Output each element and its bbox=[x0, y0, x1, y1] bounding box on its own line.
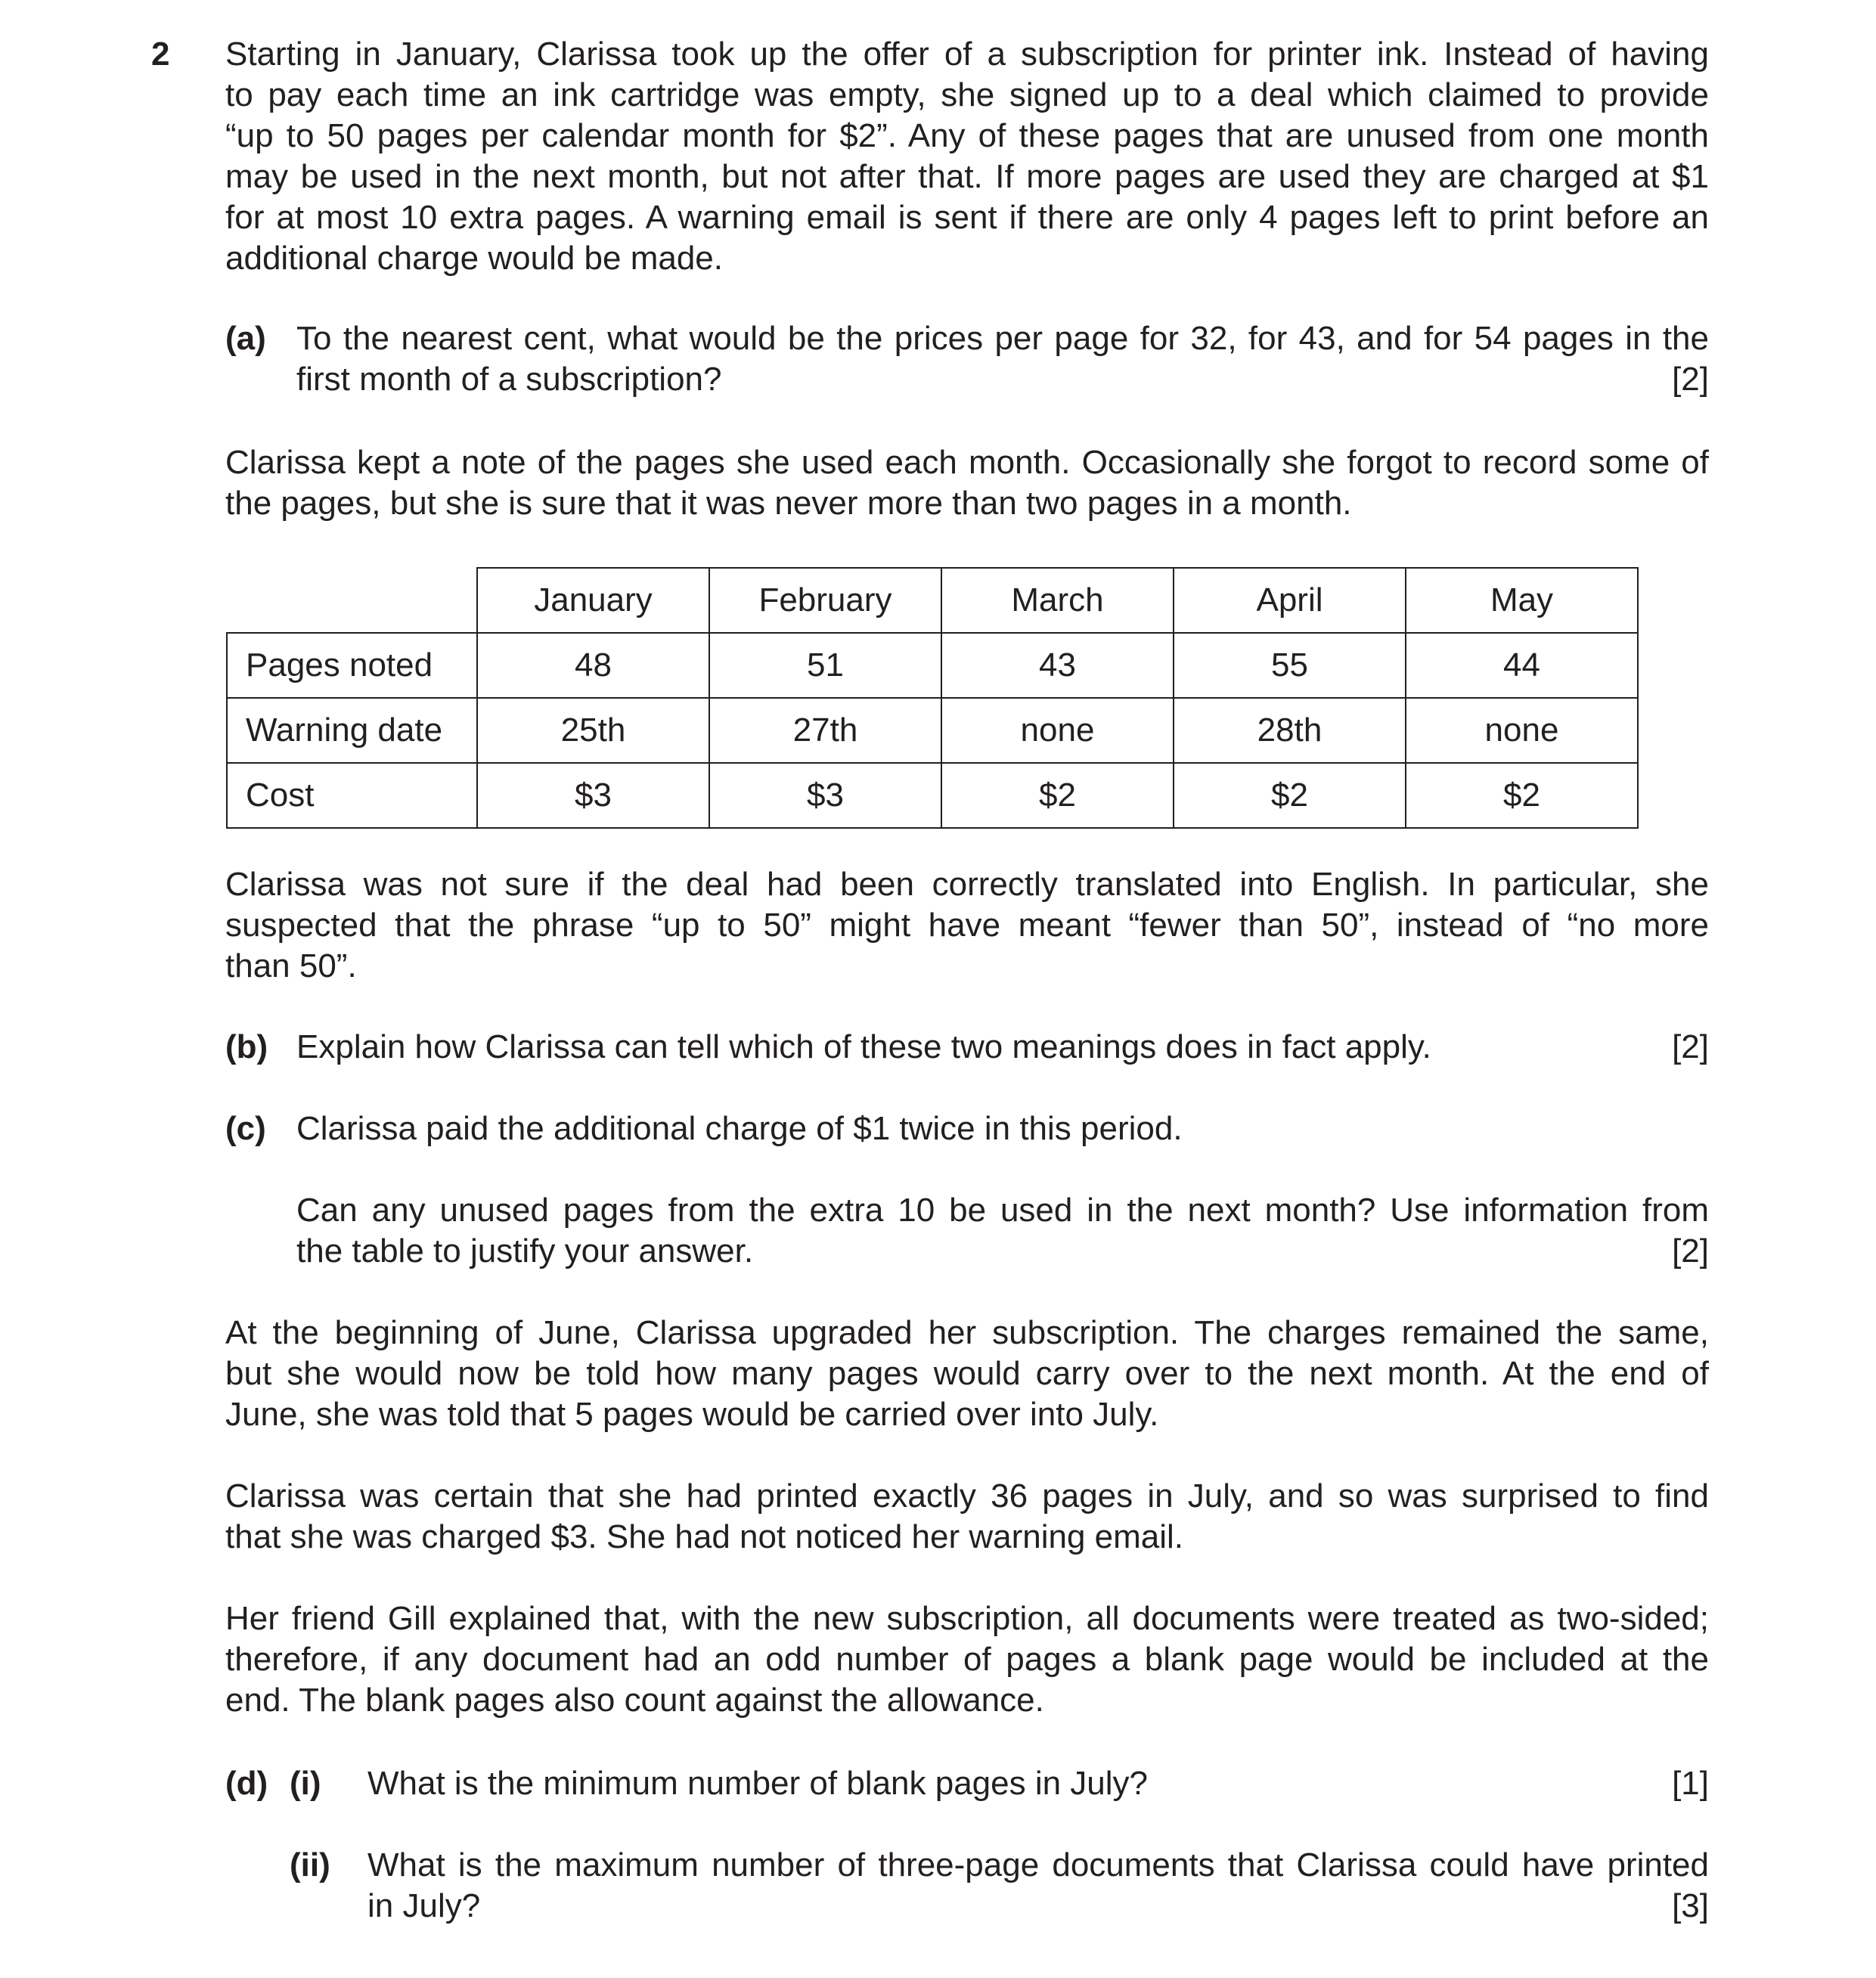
june-line: At the beginning of June, Clarissa upgraded her subscription. The charges remained the same, bbox=[225, 1314, 1709, 1351]
part-d-ii-line: What is the maximum number of three-page documents that Clarissa could have printed bbox=[367, 1846, 1709, 1883]
table-cell: none bbox=[1406, 698, 1638, 763]
note-line: the pages, but she is sure that it was never more than two pages in a month. bbox=[225, 485, 1352, 522]
table-header: March bbox=[941, 568, 1174, 633]
part-b-mark: [2] bbox=[1672, 1028, 1709, 1065]
part-a-label: (a) bbox=[225, 320, 266, 357]
table-cell: $3 bbox=[477, 763, 709, 828]
table-cell: 55 bbox=[1174, 633, 1406, 698]
part-d-i-mark: [1] bbox=[1672, 1765, 1709, 1802]
table-header: May bbox=[1406, 568, 1638, 633]
table-cell: 48 bbox=[477, 633, 709, 698]
table-cell: none bbox=[941, 698, 1174, 763]
row-label: Pages noted bbox=[227, 633, 477, 698]
table-row bbox=[227, 698, 1638, 763]
pages-table bbox=[226, 567, 1639, 829]
table-cell: $2 bbox=[1174, 763, 1406, 828]
row-label: Cost bbox=[227, 763, 477, 828]
table-cell: 43 bbox=[941, 633, 1174, 698]
intro-line: to pay each time an ink cartridge was empty, she signed up to a deal which claimed to provide bbox=[225, 76, 1709, 113]
june-line: June, she was told that 5 pages would be carried over into July. bbox=[225, 1396, 1159, 1433]
table-cell: 51 bbox=[709, 633, 941, 698]
intro-paragraph bbox=[225, 34, 1709, 279]
part-b bbox=[225, 1027, 1709, 1068]
table-header: April bbox=[1174, 568, 1406, 633]
intro-line: may be used in the next month, but not after that. If more pages are used they are charged at $1 bbox=[225, 158, 1709, 195]
part-d-ii bbox=[225, 1845, 1709, 1928]
part-a-line: first month of a subscription? bbox=[296, 361, 722, 398]
table-header: February bbox=[709, 568, 941, 633]
part-a-mark: [2] bbox=[1672, 361, 1709, 398]
translation-line: than 50”. bbox=[225, 947, 357, 984]
june-line: but she would now be told how many pages would carry over to the next month. At the end of bbox=[225, 1355, 1709, 1392]
table-cell: $2 bbox=[1406, 763, 1638, 828]
intro-line: “up to 50 pages per calendar month for $2”. Any of these pages that are unused from one month bbox=[225, 117, 1709, 154]
july-line: that she was charged $3. She had not noticed her warning email. bbox=[225, 1518, 1184, 1555]
gill-line: Her friend Gill explained that, with the new subscription, all documents were treated as two-sided; bbox=[225, 1600, 1709, 1637]
part-c-text: Clarissa paid the additional charge of $1 twice in this period. bbox=[296, 1110, 1183, 1147]
part-d-label: (d) bbox=[225, 1765, 268, 1802]
part-c-line: Can any unused pages from the extra 10 be used in the next month? Use information from bbox=[296, 1192, 1709, 1229]
table-cell: 44 bbox=[1406, 633, 1638, 698]
part-a bbox=[225, 318, 1709, 401]
part-d-ii-line: in July? bbox=[367, 1887, 481, 1924]
table-cell: $3 bbox=[709, 763, 941, 828]
part-c-mark: [2] bbox=[1672, 1232, 1709, 1270]
part-d-i-text: What is the minimum number of blank pages in July? bbox=[367, 1765, 1149, 1802]
note-paragraph bbox=[225, 442, 1709, 524]
translation-line: Clarissa was not sure if the deal had been correctly translated into English. In particular, she bbox=[225, 866, 1709, 903]
part-c bbox=[225, 1108, 1709, 1275]
table-cell: 25th bbox=[477, 698, 709, 763]
table-row bbox=[227, 763, 1638, 828]
july-paragraph bbox=[225, 1476, 1709, 1558]
part-c-label: (c) bbox=[225, 1110, 266, 1147]
july-line: Clarissa was certain that she had printed exactly 36 pages in July, and so was surprised to find bbox=[225, 1477, 1709, 1515]
table-header: January bbox=[477, 568, 709, 633]
intro-line: additional charge would be made. bbox=[225, 240, 724, 277]
table-row bbox=[227, 633, 1638, 698]
row-label: Warning date bbox=[227, 698, 477, 763]
part-d-ii-mark: [3] bbox=[1672, 1887, 1709, 1924]
intro-line: for at most 10 extra pages. A warning email is sent if there are only 4 pages left to print before an bbox=[225, 199, 1709, 236]
part-b-text: Explain how Clarissa can tell which of these two meanings does in fact apply. bbox=[296, 1028, 1431, 1065]
part-d-i-label: (i) bbox=[290, 1765, 321, 1802]
gill-line: therefore, if any document had an odd number of pages a blank page would be included at the bbox=[225, 1641, 1709, 1678]
gill-paragraph bbox=[225, 1598, 1709, 1721]
part-c-line: the table to justify your answer. bbox=[296, 1232, 754, 1270]
part-b-label: (b) bbox=[225, 1028, 268, 1065]
table-corner bbox=[227, 568, 477, 633]
gill-line: end. The blank pages also count against the allowance. bbox=[225, 1682, 1044, 1719]
table-cell: 28th bbox=[1174, 698, 1406, 763]
question-number: 2 bbox=[151, 36, 170, 73]
translation-paragraph bbox=[225, 864, 1709, 987]
part-d-ii-label: (ii) bbox=[290, 1846, 330, 1883]
table-header-row bbox=[227, 568, 1638, 633]
table-cell: $2 bbox=[941, 763, 1174, 828]
table-cell: 27th bbox=[709, 698, 941, 763]
june-paragraph bbox=[225, 1313, 1709, 1435]
intro-line: Starting in January, Clarissa took up the offer of a subscription for printer ink. Instead of having bbox=[225, 36, 1709, 73]
note-line: Clarissa kept a note of the pages she used each month. Occasionally she forgot to record some of bbox=[225, 444, 1709, 481]
translation-line: suspected that the phrase “up to 50” might have meant “fewer than 50”, instead of “no more bbox=[225, 907, 1709, 944]
part-a-line: To the nearest cent, what would be the prices per page for 32, for 43, and for 54 pages in the bbox=[296, 320, 1709, 357]
part-d-i bbox=[225, 1763, 1709, 1804]
